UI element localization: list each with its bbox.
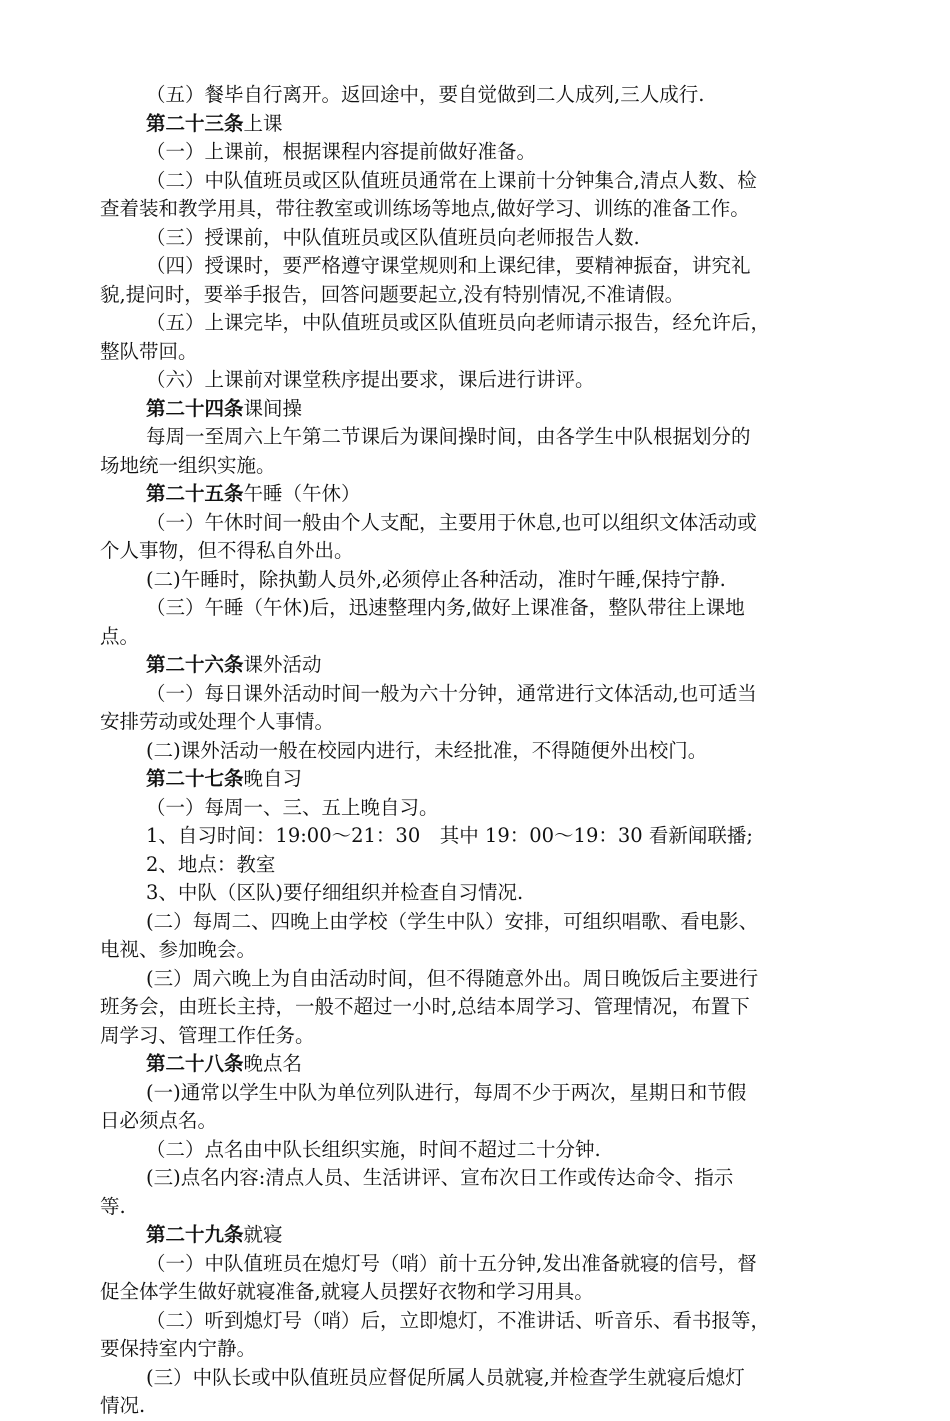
paragraph-line xyxy=(146,1164,858,1193)
paragraph-line xyxy=(146,822,858,851)
line-text: （一）每日课外活动时间一般为六十分钟，通常进行文体活动,也可适当 xyxy=(146,681,757,705)
line-text: 电视、参加晚会。 xyxy=(100,938,257,961)
article-title: 上课 xyxy=(243,111,283,135)
line-text: 个人事物，但不得私自外出。 xyxy=(100,539,354,562)
line-text: （五）餐毕自行离开。返回途中，要自觉做到二人成列,三人成行. xyxy=(146,83,705,106)
paragraph-continuation-line xyxy=(100,1022,858,1051)
article-number: 第二十六条 xyxy=(146,653,244,676)
line-text: 周学习、管理工作任务。 xyxy=(100,1023,315,1047)
paragraph-line xyxy=(146,737,858,766)
line-text: （六）上课前对课堂秩序提出要求，课后进行讲评。 xyxy=(146,368,595,391)
article-number: 第二十九条 xyxy=(146,1223,244,1246)
paragraph-line xyxy=(146,309,858,338)
line-text: 情况. xyxy=(100,1394,146,1417)
paragraph-line xyxy=(146,566,858,595)
article-title: 晚点名 xyxy=(243,1052,303,1075)
paragraph-continuation-line xyxy=(100,623,858,652)
paragraph-continuation-line xyxy=(100,1193,858,1222)
article-title: 课外活动 xyxy=(243,653,322,676)
line-text: 班务会，由班长主持，一般不超过一小时,总结本周学习、管理情况，布置下 xyxy=(100,995,750,1018)
line-text: 场地统一组织实施。 xyxy=(100,453,276,477)
article-number: 第二十五条 xyxy=(146,482,244,505)
paragraph-line xyxy=(146,879,858,908)
paragraph-continuation-line xyxy=(100,195,858,224)
line-text: (二）每周二、四晚上由学校（学生中队）安排，可组织唱歌、看电影、 xyxy=(146,909,759,933)
paragraph-continuation-line xyxy=(100,338,858,367)
article-title: 就寝 xyxy=(243,1223,283,1246)
paragraph-line xyxy=(146,224,858,253)
line-text: 等. xyxy=(100,1194,126,1218)
line-text: 貌,提问时，要举手报告，回答问题要起立,没有特别情况,不准请假。 xyxy=(100,282,685,306)
line-text: 促全体学生做好就寝准备,就寝人员摆好衣物和学习用具。 xyxy=(100,1280,594,1303)
line-text: （二）点名由中队长组织实施，时间不超过二十分钟. xyxy=(146,1137,601,1161)
line-text: 点。 xyxy=(100,624,140,648)
line-text: （一）午休时间一般由个人支配，主要用于休息,也可以组织文体活动或 xyxy=(146,510,757,534)
paragraph-line xyxy=(146,1307,858,1336)
paragraph-continuation-line xyxy=(100,936,858,965)
line-text: 2、地点：教室 xyxy=(146,852,276,876)
article-heading xyxy=(146,765,858,794)
paragraph-continuation-line xyxy=(100,993,858,1022)
article-heading xyxy=(146,651,858,680)
line-text: （三）授课前，中队值班员或区队值班员向老师报告人数. xyxy=(146,225,640,249)
line-text: 3、中队（区队)要仔细组织并检查自习情况. xyxy=(146,881,524,904)
paragraph-line xyxy=(146,167,858,196)
line-text: (一)通常以学生中队为单位列队进行，每周不少于两次，星期日和节假 xyxy=(146,1080,747,1104)
article-title: 午睡（午休） xyxy=(243,482,361,505)
line-text: (三)点名内容:清点人员、生活讲评、宣布次日工作或传达命令、指示 xyxy=(146,1166,734,1189)
paragraph-line xyxy=(146,509,858,538)
line-text: 每周一至周六上午第二节课后为课间操时间，由各学生中队根据划分的 xyxy=(146,425,751,448)
line-text: (二)午睡时，除执勤人员外,必须停止各种活动，准时午睡,保持宁静. xyxy=(146,567,726,591)
article-number: 第二十四条 xyxy=(146,396,244,420)
paragraph-line xyxy=(146,81,858,110)
paragraph-line xyxy=(146,680,858,709)
article-number: 第二十三条 xyxy=(146,111,244,135)
paragraph-line xyxy=(146,908,858,937)
article-heading xyxy=(146,110,858,139)
paragraph-line xyxy=(146,594,858,623)
article-title: 晚自习 xyxy=(243,767,303,790)
article-heading xyxy=(146,395,858,424)
line-text: 安排劳动或处理个人事情。 xyxy=(100,710,335,733)
line-text: 要保持室内宁静。 xyxy=(100,1337,257,1360)
line-text: （一）中队值班员在熄灯号（哨）前十五分钟,发出准备就寝的信号，督 xyxy=(146,1251,757,1275)
paragraph-line xyxy=(146,851,858,880)
line-text: （二）听到熄灯号（哨）后，立即熄灯，不准讲话、听音乐、看书报等， xyxy=(146,1308,771,1332)
article-heading xyxy=(146,1221,858,1250)
paragraph-continuation-line xyxy=(100,1335,858,1364)
article-number: 第二十八条 xyxy=(146,1052,244,1075)
line-text: 整队带回。 xyxy=(100,339,198,363)
line-text: 日必须点名。 xyxy=(100,1109,218,1132)
line-text: （五）上课完毕，中队值班员或区队值班员向老师请示报告，经允许后， xyxy=(146,311,771,334)
paragraph-continuation-line xyxy=(100,452,858,481)
line-text: 1、自习时间：19:00～21：30 其中 19：00～19：30 看新闻联播; xyxy=(146,824,753,847)
paragraph-continuation-line xyxy=(100,1278,858,1307)
paragraph-continuation-line xyxy=(100,708,858,737)
paragraph-continuation-line xyxy=(100,281,858,310)
line-text: （四）授课时，要严格遵守课堂规则和上课纪律，要精神振奋，讲究礼 xyxy=(146,254,751,277)
paragraph-line xyxy=(146,423,858,452)
paragraph-line xyxy=(146,965,858,994)
paragraph-continuation-line xyxy=(100,1392,858,1421)
line-text: （三）午睡（午休)后，迅速整理内务,做好上课准备，整队带往上课地 xyxy=(146,596,745,619)
paragraph-continuation-line xyxy=(100,1107,858,1136)
line-text: （一）每周一、三、五上晚自习。 xyxy=(146,795,439,819)
line-text: (三）周六晚上为自由活动时间，但不得随意外出。周日晚饭后主要进行 xyxy=(146,966,759,990)
line-text: 查着装和教学用具，带往教室或训练场等地点,做好学习、训练的准备工作。 xyxy=(100,197,750,220)
line-text: （二）中队值班员或区队值班员通常在上课前十分钟集合,清点人数、检 xyxy=(146,168,757,192)
article-heading xyxy=(146,1050,858,1079)
paragraph-line xyxy=(146,1250,858,1279)
paragraph-line xyxy=(146,138,858,167)
paragraph-line xyxy=(146,1079,858,1108)
paragraph-line xyxy=(146,366,858,395)
line-text: （一）上课前，根据课程内容提前做好准备。 xyxy=(146,140,537,163)
paragraph-line xyxy=(146,794,858,823)
line-text: (二)课外活动一般在校园内进行，未经批准，不得随便外出校门。 xyxy=(146,738,708,762)
article-title: 课间操 xyxy=(243,396,303,420)
paragraph-line xyxy=(146,252,858,281)
article-number: 第二十七条 xyxy=(146,767,244,790)
paragraph-continuation-line xyxy=(100,537,858,566)
paragraph-line xyxy=(146,1136,858,1165)
line-text: (三）中队长或中队值班员应督促所属人员就寝,并检查学生就寝后熄灯 xyxy=(146,1365,745,1389)
article-heading xyxy=(146,480,858,509)
paragraph-line xyxy=(146,1364,858,1393)
